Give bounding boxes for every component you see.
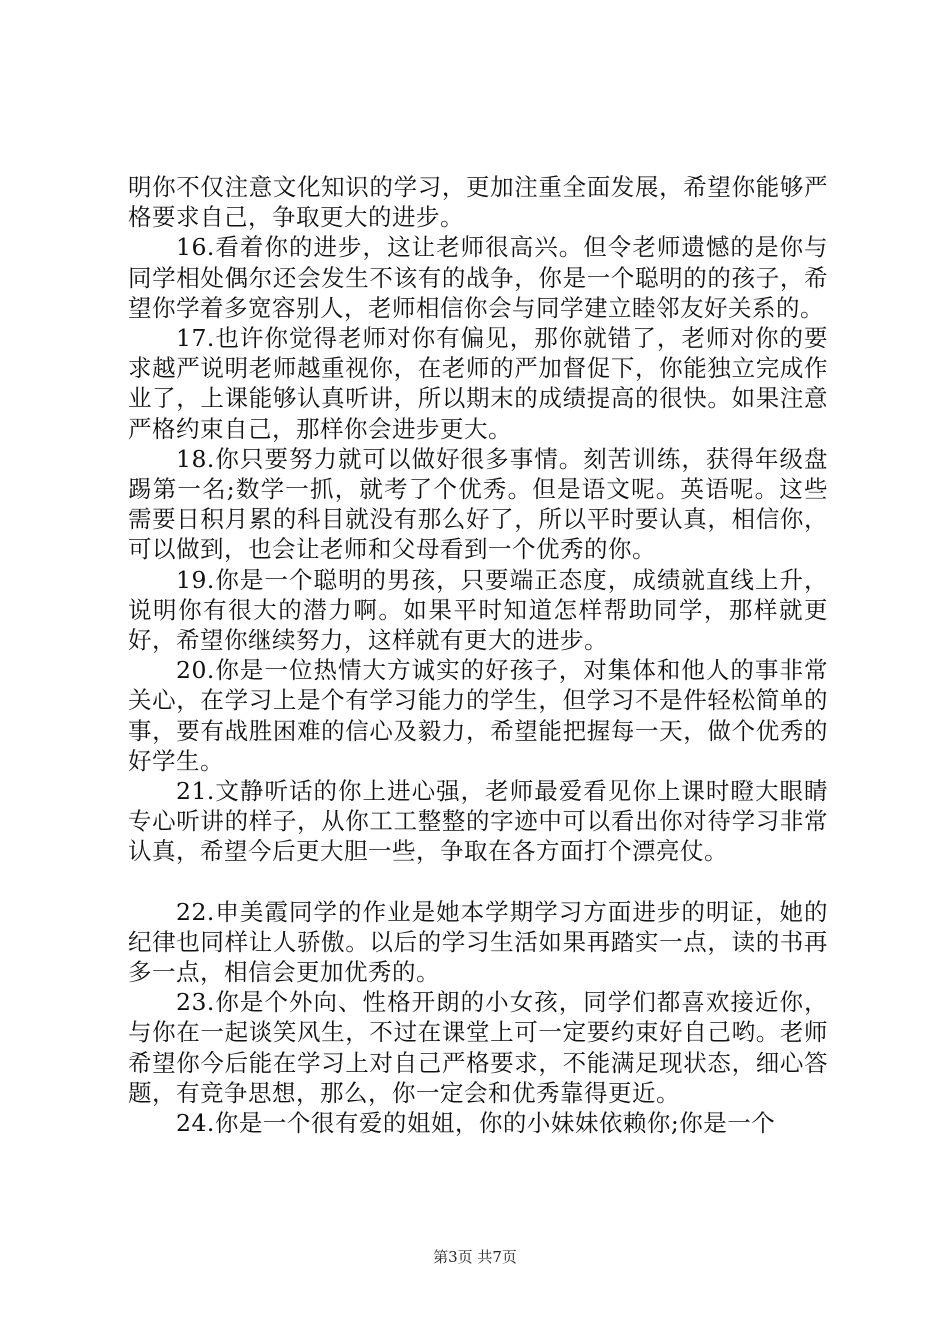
paragraph-19: 19.你是一个聪明的男孩，只要端正态度，成绩就直线上升，说明你有很大的潜力啊。如果平时知道怎样帮助同学，那样就更好，希望你继续努力，这样就有更大的进步。 bbox=[128, 565, 828, 655]
paragraph-22: 22.申美霞同学的作业是她本学期学习方面进步的明证，她的纪律也同样让人骄傲。以后的学习生活如果再踏实一点，读的书再多一点，相信会更加优秀的。 bbox=[128, 897, 828, 987]
paragraph-18: 18.你只要努力就可以做好很多事情。刻苦训练，获得年级盘踢第一名;数学一抓，就考了个优秀。但是语文呢。英语呢。这些需要日积月累的科目就没有那么好了，所以平时要认真，相信你，可以做到，也会让老师和父母看到一个优秀的你。 bbox=[128, 444, 828, 564]
paragraph-continuation: 明你不仅注意文化知识的学习，更加注重全面发展，希望你能够严格要求自己，争取更大的进步。 bbox=[128, 173, 828, 232]
paragraph-23: 23.你是个外向、性格开朗的小女孩，同学们都喜欢接近你，与你在一起谈笑风生，不过在课堂上可一定要约束好自己哟。老师希望你今后能在学习上对自己严格要求，不能满足现状态，细心答题，有竞争思想，那么，你一定会和优秀靠得更近。 bbox=[128, 988, 828, 1107]
paragraph-gap bbox=[128, 867, 828, 897]
paragraph-17: 17.也许你觉得老师对你有偏见，那你就错了，老师对你的要求越严说明老师越重视你，在老师的严加督促下，你能独立完成作业了，上课能够认真听讲，所以期末的成绩提高的很快。如果注意严格约束自己，那样你会进步更大。 bbox=[128, 324, 828, 443]
paragraph-20: 20.你是一位热情大方诚实的好孩子，对集体和他人的事非常关心，在学习上是个有学习能力的学生，但学习不是件轻松简单的事，要有战胜困难的信心及毅力，希望能把握每一天，做个优秀的好学生。 bbox=[128, 656, 828, 775]
document-body bbox=[128, 172, 828, 1138]
paragraph-21: 21.文静听话的你上进心强，老师最爱看见你上课时瞪大眼睛专心听讲的样子，从你工工整整的字迹中可以看出你对待学习非常认真，希望今后更大胆一些，争取在各方面打个漂亮仗。 bbox=[128, 777, 828, 866]
paragraph-24: 24.你是一个很有爱的姐姐，你的小妹妹依赖你;你是一个 bbox=[176, 1109, 776, 1138]
page-footer: 第3页 共7页 bbox=[433, 1248, 517, 1266]
paragraph-16: 16.看着你的进步，这让老师很高兴。但令老师遗憾的是你与同学相处偶尔还会发生不该有的战争，你是一个聪明的的孩子，希望你学着多宽容别人，老师相信你会与同学建立睦邻友好关系的。 bbox=[128, 233, 828, 322]
